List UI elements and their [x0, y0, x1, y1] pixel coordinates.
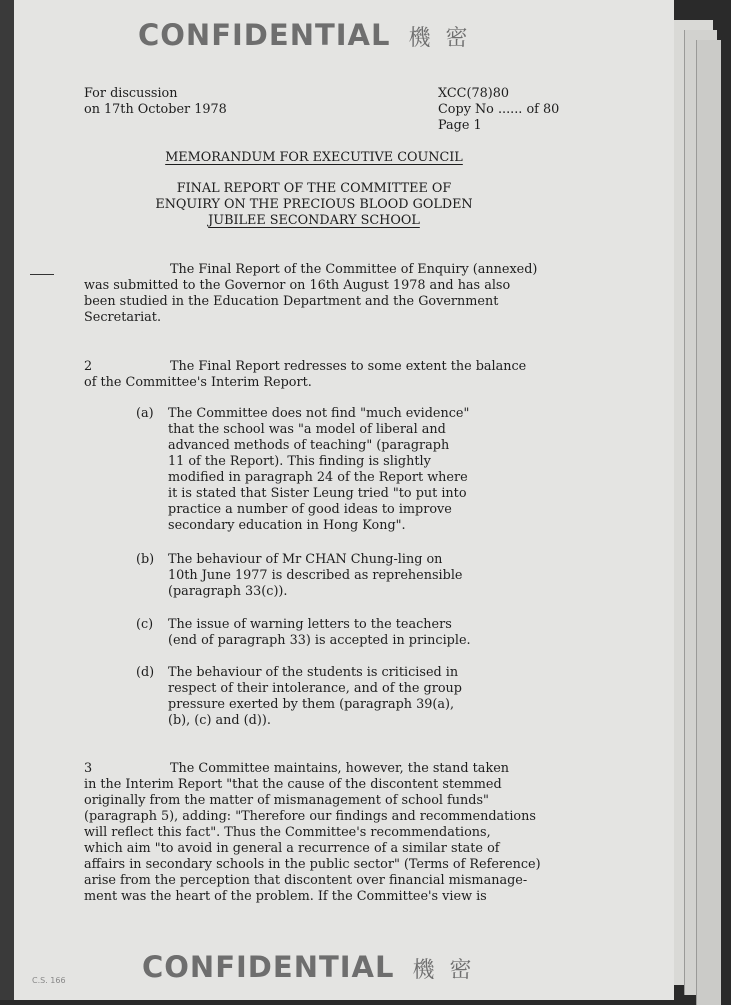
item-a-line: secondary education in Hong Kong". [168, 518, 406, 533]
para1-line: was submitted to the Governor on 16th August 1978 and has also [84, 278, 511, 293]
para3-line: ment was the heart of the problem. If the Committee's view is [84, 889, 487, 904]
item-d-line: (b), (c) and (d)). [168, 713, 271, 728]
para3-line: arise from the perception that discontent over financial mismanage- [84, 873, 528, 888]
item-label: (c) [136, 617, 154, 632]
page-stack [696, 40, 721, 1005]
para2-number: 2 [84, 359, 93, 374]
para1-line: been studied in the Education Department and the Government [84, 294, 499, 309]
confidential-stamp-footer [142, 950, 475, 984]
item-a-line: advanced methods of teaching" (paragraph [168, 438, 450, 453]
item-b-line: 10th June 1977 is described as reprehensible [168, 568, 463, 583]
para1-line: Secretariat. [84, 310, 162, 325]
para2-line: The Final Report redresses to some extent the balance [170, 359, 527, 374]
stamp-cjk: 機 密 [412, 958, 476, 983]
para2-line: of the Committee's Interim Report. [84, 375, 312, 390]
meta-left-line: For discussion [84, 86, 178, 101]
copy-prefix: Copy No [438, 102, 494, 117]
report-title-line: JUBILEE SECONDARY SCHOOL [208, 213, 420, 228]
copy-number-value: ...... [497, 102, 523, 117]
para3-line: (paragraph 5), adding: "Therefore our findings and recommendations [84, 809, 536, 824]
item-d-line: respect of their intolerance, and of the group [168, 681, 462, 696]
item-b-line: The behaviour of Mr CHAN Chung-ling on [168, 552, 443, 567]
document-reference: XCC(78)80 [438, 86, 510, 101]
item-a-line: 11 of the Report). This finding is slightly [168, 454, 431, 469]
report-title-line: FINAL REPORT OF THE COMMITTEE OF [176, 181, 452, 196]
para3-number: 3 [84, 761, 93, 776]
item-a-line: practice a number of good ideas to improve [168, 502, 452, 517]
item-d-line: pressure exerted by them (paragraph 39(a), [168, 697, 455, 712]
para3-line: affairs in secondary schools in the public sector" (Terms of Reference) [84, 857, 541, 872]
copy-suffix: of 80 [526, 102, 560, 117]
form-code: C.S. 166 [32, 976, 66, 985]
para3-line: in the Interim Report "that the cause of the discontent stemmed [84, 777, 502, 792]
item-a-line: The Committee does not find "much evidence" [168, 406, 470, 421]
item-c-line: (end of paragraph 33) is accepted in principle. [168, 633, 471, 648]
page-number: Page 1 [438, 118, 482, 133]
document-page [14, 0, 674, 1000]
item-a-line: modified in paragraph 24 of the Report where [168, 470, 468, 485]
item-c-line: The issue of warning letters to the teachers [168, 617, 452, 632]
item-b-line: (paragraph 33(c)). [168, 584, 288, 599]
para3-line: originally from the matter of mismanagement of school funds" [84, 793, 489, 808]
stamp-text: CONFIDENTIAL [142, 950, 395, 984]
copy-number [438, 102, 559, 119]
para3-line: will reflect this fact". Thus the Committee's recommendations, [84, 825, 491, 840]
para3-line: which aim "to avoid in general a recurrence of a similar state of [84, 841, 500, 856]
item-a-line: that the school was "a model of liberal and [168, 422, 446, 437]
memo-title: MEMORANDUM FOR EXECUTIVE COUNCIL [165, 150, 463, 165]
para1-line: The Final Report of the Committee of Enquiry (annexed) [170, 262, 538, 277]
item-label: (a) [136, 406, 154, 421]
item-label: (d) [136, 665, 155, 680]
stamp-text: CONFIDENTIAL [138, 18, 391, 52]
item-d-line: The behaviour of the students is criticised in [168, 665, 459, 680]
confidential-stamp-header [138, 18, 471, 52]
report-title-line: ENQUIRY ON THE PRECIOUS BLOOD GOLDEN [155, 197, 473, 212]
stamp-cjk: 機 密 [408, 26, 472, 51]
item-label: (b) [136, 552, 155, 567]
para3-line: The Committee maintains, however, the stand taken [170, 761, 510, 776]
binder-edge [0, 0, 14, 1000]
margin-mark [30, 274, 54, 275]
item-a-line: it is stated that Sister Leung tried "to put into [168, 486, 467, 501]
meta-left-line: on 17th October 1978 [84, 102, 227, 117]
